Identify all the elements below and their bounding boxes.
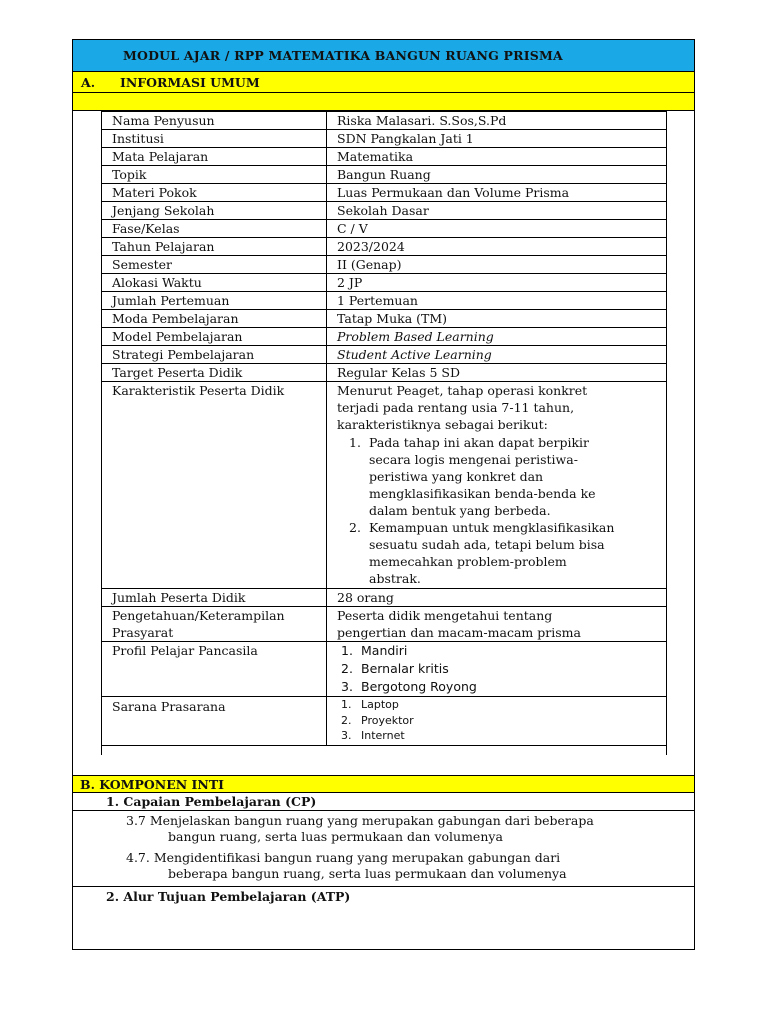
list-text: Bergotong Royong xyxy=(361,679,477,694)
list-text: Mandiri xyxy=(361,643,408,658)
table-row xyxy=(102,130,667,148)
list-line: secara logis mengenai peristiwa- xyxy=(369,452,578,467)
list-number: 1. xyxy=(349,435,361,450)
table-row xyxy=(102,328,667,346)
list-item xyxy=(337,434,666,519)
document-title-bar xyxy=(73,40,694,72)
row-value: Problem Based Learning xyxy=(327,328,667,346)
list-line: abstrak. xyxy=(369,571,421,586)
row-key: Fase/Kelas xyxy=(102,220,327,238)
list-text: Proyektor xyxy=(361,713,414,727)
list-item xyxy=(327,713,666,729)
row-value: Student Active Learning xyxy=(327,346,667,364)
table-row-sarana xyxy=(102,697,667,746)
row-key: Moda Pembelajaran xyxy=(102,310,327,328)
section-a-label: INFORMASI UMUM xyxy=(120,75,260,90)
table-row xyxy=(102,112,667,130)
row-value-line: pengertian dan macam-macam prisma xyxy=(337,625,581,640)
row-key: Materi Pokok xyxy=(102,184,327,202)
list-number: 3. xyxy=(341,729,352,742)
list-number: 3. xyxy=(341,679,353,694)
row-key: Karakteristik Peserta Didik xyxy=(102,382,327,589)
list-line: peristiwa yang konkret dan xyxy=(369,469,544,484)
row-key: Sarana Prasarana xyxy=(102,697,327,746)
row-value xyxy=(327,697,667,746)
row-value: 1 Pertemuan xyxy=(327,292,667,310)
cp-item-line: 3.7 Menjelaskan bangun ruang yang merupakan gabungan dari beberapa xyxy=(126,813,594,828)
table-row xyxy=(102,184,667,202)
row-value: Matematika xyxy=(327,148,667,166)
table-row-profil xyxy=(102,642,667,697)
cp-heading-row xyxy=(73,793,694,811)
list-text: Bernalar kritis xyxy=(361,661,449,676)
row-value-line: Peserta didik mengetahui tentang xyxy=(337,608,553,623)
table-row xyxy=(102,364,667,382)
table-row xyxy=(102,256,667,274)
atp-heading-row xyxy=(73,887,694,905)
row-value xyxy=(327,382,667,589)
list-number: 1. xyxy=(341,698,352,711)
table-row xyxy=(102,274,667,292)
cp-item-line: 4.7. Mengidentifikasi bangun ruang yang merupakan gabungan dari xyxy=(126,850,561,865)
document-page xyxy=(72,39,695,950)
list-text: Laptop xyxy=(361,698,399,711)
row-value: SDN Pangkalan Jati 1 xyxy=(327,130,667,148)
list-number: 2. xyxy=(341,713,352,727)
atp-heading: 2. Alur Tujuan Pembelajaran (ATP) xyxy=(106,889,351,904)
list-item xyxy=(327,678,666,696)
row-value: Regular Kelas 5 SD xyxy=(327,364,667,382)
row-key: Tahun Pelajaran xyxy=(102,238,327,256)
row-key xyxy=(102,607,327,642)
row-key: Strategi Pembelajaran xyxy=(102,346,327,364)
cp-item-line: beberapa bangun ruang, serta luas permukaan dan volumenya xyxy=(168,866,567,881)
list-number: 1. xyxy=(341,643,353,658)
section-b-header xyxy=(73,775,694,793)
list-line: sesuatu sudah ada, tetapi belum bisa xyxy=(369,537,605,552)
table-row xyxy=(102,238,667,256)
info-table xyxy=(101,111,667,746)
table-row xyxy=(102,166,667,184)
table-row xyxy=(102,310,667,328)
row-key-line: Prasyarat xyxy=(112,625,174,640)
row-value xyxy=(327,607,667,642)
row-value: 2 JP xyxy=(327,274,667,292)
row-key: Alokasi Waktu xyxy=(102,274,327,292)
row-key: Jumlah Peserta Didik xyxy=(102,589,327,607)
row-value: Bangun Ruang xyxy=(327,166,667,184)
row-key: Profil Pelajar Pancasila xyxy=(102,642,327,697)
karakteristik-intro-line: karakteristiknya sebagai berikut: xyxy=(337,417,548,432)
row-value: Riska Malasari. S.Sos,S.Pd xyxy=(327,112,667,130)
table-row xyxy=(102,148,667,166)
list-line: Kemampuan untuk mengklasifikasikan xyxy=(369,520,615,535)
section-b-label: B. KOMPONEN INTI xyxy=(80,777,224,792)
row-value: 2023/2024 xyxy=(327,238,667,256)
row-value: 28 orang xyxy=(327,589,667,607)
row-key: Jenjang Sekolah xyxy=(102,202,327,220)
list-line: Pada tahap ini akan dapat berpikir xyxy=(369,435,590,450)
table-row xyxy=(102,202,667,220)
row-key: Jumlah Pertemuan xyxy=(102,292,327,310)
row-value: C / V xyxy=(327,220,667,238)
list-text: Internet xyxy=(361,729,405,742)
list-line: dalam bentuk yang berbeda. xyxy=(369,503,551,518)
list-item xyxy=(327,697,666,713)
list-number: 2. xyxy=(341,661,353,676)
section-a-spacer xyxy=(73,93,694,111)
list-number: 2. xyxy=(349,520,361,535)
karakteristik-intro-line: Menurut Peaget, tahap operasi konkret xyxy=(337,383,588,398)
row-key: Mata Pelajaran xyxy=(102,148,327,166)
row-key: Target Peserta Didik xyxy=(102,364,327,382)
list-item xyxy=(337,519,666,587)
table-row xyxy=(102,346,667,364)
row-key: Topik xyxy=(102,166,327,184)
table-row-prasyarat xyxy=(102,607,667,642)
list-line: mengklasifikasikan benda-benda ke xyxy=(369,486,596,501)
cp-item xyxy=(126,850,676,882)
list-item xyxy=(327,728,666,744)
table-row-karakteristik xyxy=(102,382,667,589)
row-value: Sekolah Dasar xyxy=(327,202,667,220)
cp-item-line: bangun ruang, serta luas permukaan dan volumenya xyxy=(168,829,503,844)
row-key: Institusi xyxy=(102,130,327,148)
section-a-number: A. xyxy=(81,75,96,90)
cp-body xyxy=(73,811,694,887)
list-line: memecahkan problem-problem xyxy=(369,554,567,569)
row-value: Luas Permukaan dan Volume Prisma xyxy=(327,184,667,202)
row-key: Model Pembelajaran xyxy=(102,328,327,346)
row-value: II (Genap) xyxy=(327,256,667,274)
table-row xyxy=(102,220,667,238)
row-key: Nama Penyusun xyxy=(102,112,327,130)
row-value xyxy=(327,642,667,697)
karakteristik-intro-line: terjadi pada rentang usia 7-11 tahun, xyxy=(337,400,575,415)
document-title: MODUL AJAR / RPP MATEMATIKA BANGUN RUANG PRISMA xyxy=(123,48,563,63)
cp-heading: 1. Capaian Pembelajaran (CP) xyxy=(106,794,317,809)
table-row xyxy=(102,589,667,607)
list-item xyxy=(327,642,666,660)
row-value: Tatap Muka (TM) xyxy=(327,310,667,328)
row-key: Semester xyxy=(102,256,327,274)
section-a-header xyxy=(73,72,694,93)
cp-item xyxy=(126,813,676,845)
table-row xyxy=(102,292,667,310)
row-key-line: Pengetahuan/Keterampilan xyxy=(112,608,285,623)
list-item xyxy=(327,660,666,678)
